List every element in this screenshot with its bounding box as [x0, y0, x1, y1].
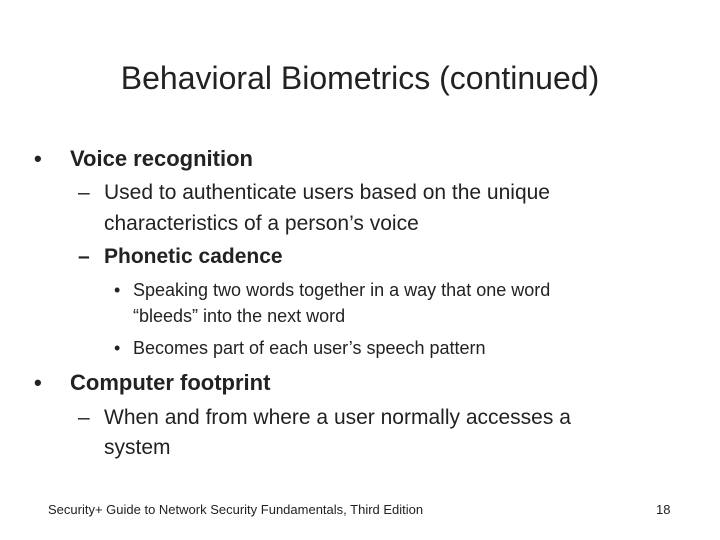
subbullet-authenticate-line1: Used to authenticate users based on the unique — [104, 181, 550, 204]
subbullet-authenticate-line2: characteristics of a person’s voice — [104, 212, 419, 235]
dash-marker: – — [78, 181, 90, 204]
subbullet-phonetic-cadence: Phonetic cadence — [104, 245, 283, 268]
dash-marker: – — [78, 406, 90, 429]
footer-source: Security+ Guide to Network Security Fundamentals, Third Edition — [48, 502, 424, 517]
bullet-computer-footprint: Computer footprint — [70, 370, 271, 395]
bullet-marker: • — [114, 338, 121, 358]
dash-marker: – — [78, 245, 90, 268]
bullet-marker: • — [34, 370, 42, 395]
subbullet-when-where-line2: system — [104, 436, 171, 459]
bullet-marker: • — [34, 146, 42, 171]
subbullet-when-where-line1: When and from where a user normally accesses a — [104, 406, 571, 429]
subsub-speaking-line1: Speaking two words together in a way that one word — [133, 280, 551, 300]
page-number: 18 — [656, 502, 671, 517]
slide-title: Behavioral Biometrics (continued) — [120, 60, 600, 96]
bullet-voice-recognition: Voice recognition — [70, 146, 253, 171]
subsub-speech-pattern: Becomes part of each user’s speech pattern — [133, 338, 486, 358]
bullet-marker: • — [114, 280, 121, 300]
subsub-speaking-line2: “bleeds” into the next word — [133, 306, 346, 326]
